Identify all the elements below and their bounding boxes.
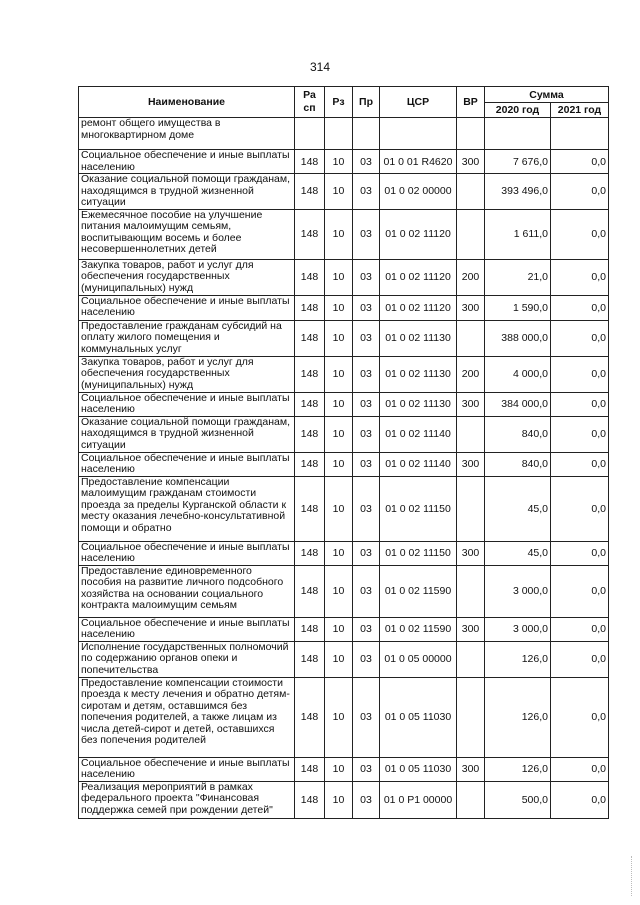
row-csr: 01 0 02 11590	[380, 565, 457, 617]
row-rz: 10	[325, 452, 353, 476]
row-csr: 01 0 05 11030	[380, 677, 457, 757]
row-2021: 0,0	[551, 150, 609, 174]
table-row	[79, 320, 609, 356]
row-vr: 300	[457, 452, 485, 476]
table-row	[79, 781, 609, 818]
header-csr: ЦСР	[380, 87, 457, 118]
row-rz: 10	[325, 174, 353, 210]
header-2021: 2021 год	[551, 103, 609, 118]
table-row	[79, 209, 609, 259]
row-2020	[485, 118, 551, 150]
row-2020: 1 590,0	[485, 295, 551, 320]
row-vr: 300	[457, 150, 485, 174]
header-vr: ВР	[457, 87, 485, 118]
row-name: ремонт общего имущества в многоквартирном доме	[79, 118, 295, 150]
row-2021: 0,0	[551, 320, 609, 356]
row-2021: 0,0	[551, 174, 609, 210]
row-pr: 03	[353, 416, 380, 452]
row-name: Предоставление компенсации стоимости проезда к месту лечения и обратно детям-сиротам и детям, оставшимся без попечения родителей, а также лицам из числа детей-сирот и детей, оставшихся без попечения родителей	[79, 677, 295, 757]
table-row	[79, 416, 609, 452]
row-pr: 03	[353, 174, 380, 210]
row-rz: 10	[325, 677, 353, 757]
row-name: Закупка товаров, работ и услуг для обеспечения государственных (муниципальных) нужд	[79, 259, 295, 295]
row-2021: 0,0	[551, 259, 609, 295]
row-2021: 0,0	[551, 356, 609, 392]
row-vr	[457, 565, 485, 617]
header-pr: Пр	[353, 87, 380, 118]
row-rasp: 148	[295, 781, 325, 818]
row-2021: 0,0	[551, 452, 609, 476]
row-rz: 10	[325, 259, 353, 295]
row-2021: 0,0	[551, 392, 609, 416]
row-pr: 03	[353, 565, 380, 617]
row-csr: 01 0 02 11120	[380, 295, 457, 320]
row-rz: 10	[325, 320, 353, 356]
row-2021: 0,0	[551, 677, 609, 757]
row-csr: 01 0 P1 00000	[380, 781, 457, 818]
row-vr: 300	[457, 541, 485, 565]
row-vr	[457, 174, 485, 210]
row-csr: 01 0 01 R4620	[380, 150, 457, 174]
row-vr: 300	[457, 392, 485, 416]
row-rz: 10	[325, 781, 353, 818]
table-row	[79, 565, 609, 617]
row-rz: 10	[325, 541, 353, 565]
row-2020: 388 000,0	[485, 320, 551, 356]
table-row	[79, 118, 609, 150]
row-rz: 10	[325, 641, 353, 677]
row-pr: 03	[353, 392, 380, 416]
row-name: Социальное обеспечение и иные выплаты населению	[79, 452, 295, 476]
row-name: Закупка товаров, работ и услуг для обеспечения государственных (муниципальных) нужд	[79, 356, 295, 392]
row-csr: 01 0 02 11120	[380, 259, 457, 295]
row-rasp: 148	[295, 476, 325, 541]
row-rasp: 148	[295, 617, 325, 641]
row-2021	[551, 118, 609, 150]
row-pr: 03	[353, 641, 380, 677]
row-pr: 03	[353, 757, 380, 781]
row-pr: 03	[353, 295, 380, 320]
row-rasp: 148	[295, 392, 325, 416]
row-rasp: 148	[295, 356, 325, 392]
row-rasp: 148	[295, 541, 325, 565]
row-name: Социальное обеспечение и иные выплаты населению	[79, 295, 295, 320]
row-vr: 300	[457, 617, 485, 641]
row-name: Ежемесячное пособие на улучшение питания малоимущим семьям, воспитывающим восемь и более несовершеннолетних детей	[79, 209, 295, 259]
row-pr: 03	[353, 150, 380, 174]
row-csr: 01 0 02 11130	[380, 392, 457, 416]
row-2021: 0,0	[551, 641, 609, 677]
table-row	[79, 677, 609, 757]
row-2021: 0,0	[551, 541, 609, 565]
row-vr	[457, 641, 485, 677]
row-vr	[457, 476, 485, 541]
row-pr: 03	[353, 356, 380, 392]
row-2021: 0,0	[551, 295, 609, 320]
row-pr: 03	[353, 259, 380, 295]
row-pr: 03	[353, 209, 380, 259]
row-name: Предоставление компенсации малоимущим гражданам стоимости проезда за пределы Курганской области к месту оказания лечебно-консультативной помощи и обратно	[79, 476, 295, 541]
row-2020: 3 000,0	[485, 565, 551, 617]
row-2020: 4 000,0	[485, 356, 551, 392]
table-row	[79, 617, 609, 641]
row-rz: 10	[325, 757, 353, 781]
row-csr: 01 0 05 00000	[380, 641, 457, 677]
row-rz: 10	[325, 150, 353, 174]
row-vr: 200	[457, 356, 485, 392]
row-vr: 300	[457, 295, 485, 320]
row-vr	[457, 118, 485, 150]
row-rz: 10	[325, 416, 353, 452]
header-rz: Рз	[325, 87, 353, 118]
header-2020: 2020 год	[485, 103, 551, 118]
row-2020: 1 611,0	[485, 209, 551, 259]
row-2021: 0,0	[551, 476, 609, 541]
row-2020: 3 000,0	[485, 617, 551, 641]
row-name: Социальное обеспечение и иные выплаты населению	[79, 757, 295, 781]
row-vr	[457, 209, 485, 259]
page-number: 314	[309, 60, 331, 74]
row-rasp: 148	[295, 416, 325, 452]
row-vr	[457, 320, 485, 356]
row-csr	[380, 118, 457, 150]
row-csr: 01 0 02 00000	[380, 174, 457, 210]
row-pr: 03	[353, 781, 380, 818]
table-row	[79, 641, 609, 677]
header-name: Наименование	[79, 87, 295, 118]
row-2021: 0,0	[551, 781, 609, 818]
row-2020: 393 496,0	[485, 174, 551, 210]
row-vr	[457, 416, 485, 452]
row-rasp: 148	[295, 320, 325, 356]
row-2020: 126,0	[485, 757, 551, 781]
row-pr: 03	[353, 452, 380, 476]
row-csr: 01 0 02 11150	[380, 476, 457, 541]
row-csr: 01 0 02 11130	[380, 320, 457, 356]
row-csr: 01 0 02 11590	[380, 617, 457, 641]
row-name: Социальное обеспечение и иные выплаты населению	[79, 150, 295, 174]
row-pr: 03	[353, 617, 380, 641]
row-name: Оказание социальной помощи гражданам, находящимся в трудной жизненной ситуации	[79, 174, 295, 210]
table-row	[79, 452, 609, 476]
row-name: Предоставление гражданам субсидий на оплату жилого помещения и коммунальных услуг	[79, 320, 295, 356]
row-csr: 01 0 02 11120	[380, 209, 457, 259]
row-2021: 0,0	[551, 209, 609, 259]
row-rasp: 148	[295, 757, 325, 781]
table-row	[79, 392, 609, 416]
row-rasp: 148	[295, 565, 325, 617]
table-row	[79, 541, 609, 565]
row-2020: 21,0	[485, 259, 551, 295]
row-name: Предоставление единовременного пособия на развитие личного подсобного хозяйства на основании социального контракта малоимущим семьям	[79, 565, 295, 617]
row-2020: 384 000,0	[485, 392, 551, 416]
table-row	[79, 174, 609, 210]
row-name: Реализация мероприятий в рамках федерального проекта "Финансовая поддержка семей при рождении детей"	[79, 781, 295, 818]
row-rz: 10	[325, 392, 353, 416]
row-rz	[325, 118, 353, 150]
row-2020: 126,0	[485, 641, 551, 677]
row-rasp: 148	[295, 150, 325, 174]
row-2020: 126,0	[485, 677, 551, 757]
header-sum: Сумма	[485, 87, 609, 103]
row-rasp: 148	[295, 209, 325, 259]
table-row	[79, 476, 609, 541]
row-rasp: 148	[295, 452, 325, 476]
row-name: Исполнение государственных полномочий по содержанию органов опеки и попечительства	[79, 641, 295, 677]
row-vr	[457, 677, 485, 757]
row-csr: 01 0 02 11150	[380, 541, 457, 565]
row-name: Социальное обеспечение и иные выплаты населению	[79, 617, 295, 641]
row-2020: 840,0	[485, 416, 551, 452]
row-rasp: 148	[295, 295, 325, 320]
row-2020: 500,0	[485, 781, 551, 818]
row-2021: 0,0	[551, 617, 609, 641]
row-name: Социальное обеспечение и иные выплаты населению	[79, 541, 295, 565]
row-2020: 45,0	[485, 541, 551, 565]
row-pr: 03	[353, 541, 380, 565]
row-pr: 03	[353, 320, 380, 356]
row-name: Социальное обеспечение и иные выплаты населению	[79, 392, 295, 416]
row-2021: 0,0	[551, 416, 609, 452]
row-rz: 10	[325, 476, 353, 541]
row-2020: 840,0	[485, 452, 551, 476]
budget-table	[78, 86, 609, 819]
row-pr: 03	[353, 677, 380, 757]
table-row	[79, 356, 609, 392]
row-vr: 300	[457, 757, 485, 781]
row-rasp: 148	[295, 259, 325, 295]
table-row	[79, 259, 609, 295]
row-rasp	[295, 118, 325, 150]
row-2020: 45,0	[485, 476, 551, 541]
row-rz: 10	[325, 356, 353, 392]
row-rz: 10	[325, 565, 353, 617]
row-vr: 200	[457, 259, 485, 295]
table-row	[79, 295, 609, 320]
scan-edge-mark	[631, 856, 634, 896]
row-name: Оказание социальной помощи гражданам, находящимся в трудной жизненной ситуации	[79, 416, 295, 452]
row-csr: 01 0 02 11130	[380, 356, 457, 392]
row-2021: 0,0	[551, 757, 609, 781]
row-rz: 10	[325, 295, 353, 320]
row-pr: 03	[353, 476, 380, 541]
row-rz: 10	[325, 209, 353, 259]
row-csr: 01 0 02 11140	[380, 416, 457, 452]
row-csr: 01 0 05 11030	[380, 757, 457, 781]
row-rasp: 148	[295, 174, 325, 210]
header-rasp: Ра сп	[295, 87, 325, 118]
row-rasp: 148	[295, 677, 325, 757]
table-row	[79, 150, 609, 174]
row-2021: 0,0	[551, 565, 609, 617]
row-rz: 10	[325, 617, 353, 641]
row-2020: 7 676,0	[485, 150, 551, 174]
row-vr	[457, 781, 485, 818]
row-pr	[353, 118, 380, 150]
row-rasp: 148	[295, 641, 325, 677]
row-csr: 01 0 02 11140	[380, 452, 457, 476]
table-row	[79, 757, 609, 781]
